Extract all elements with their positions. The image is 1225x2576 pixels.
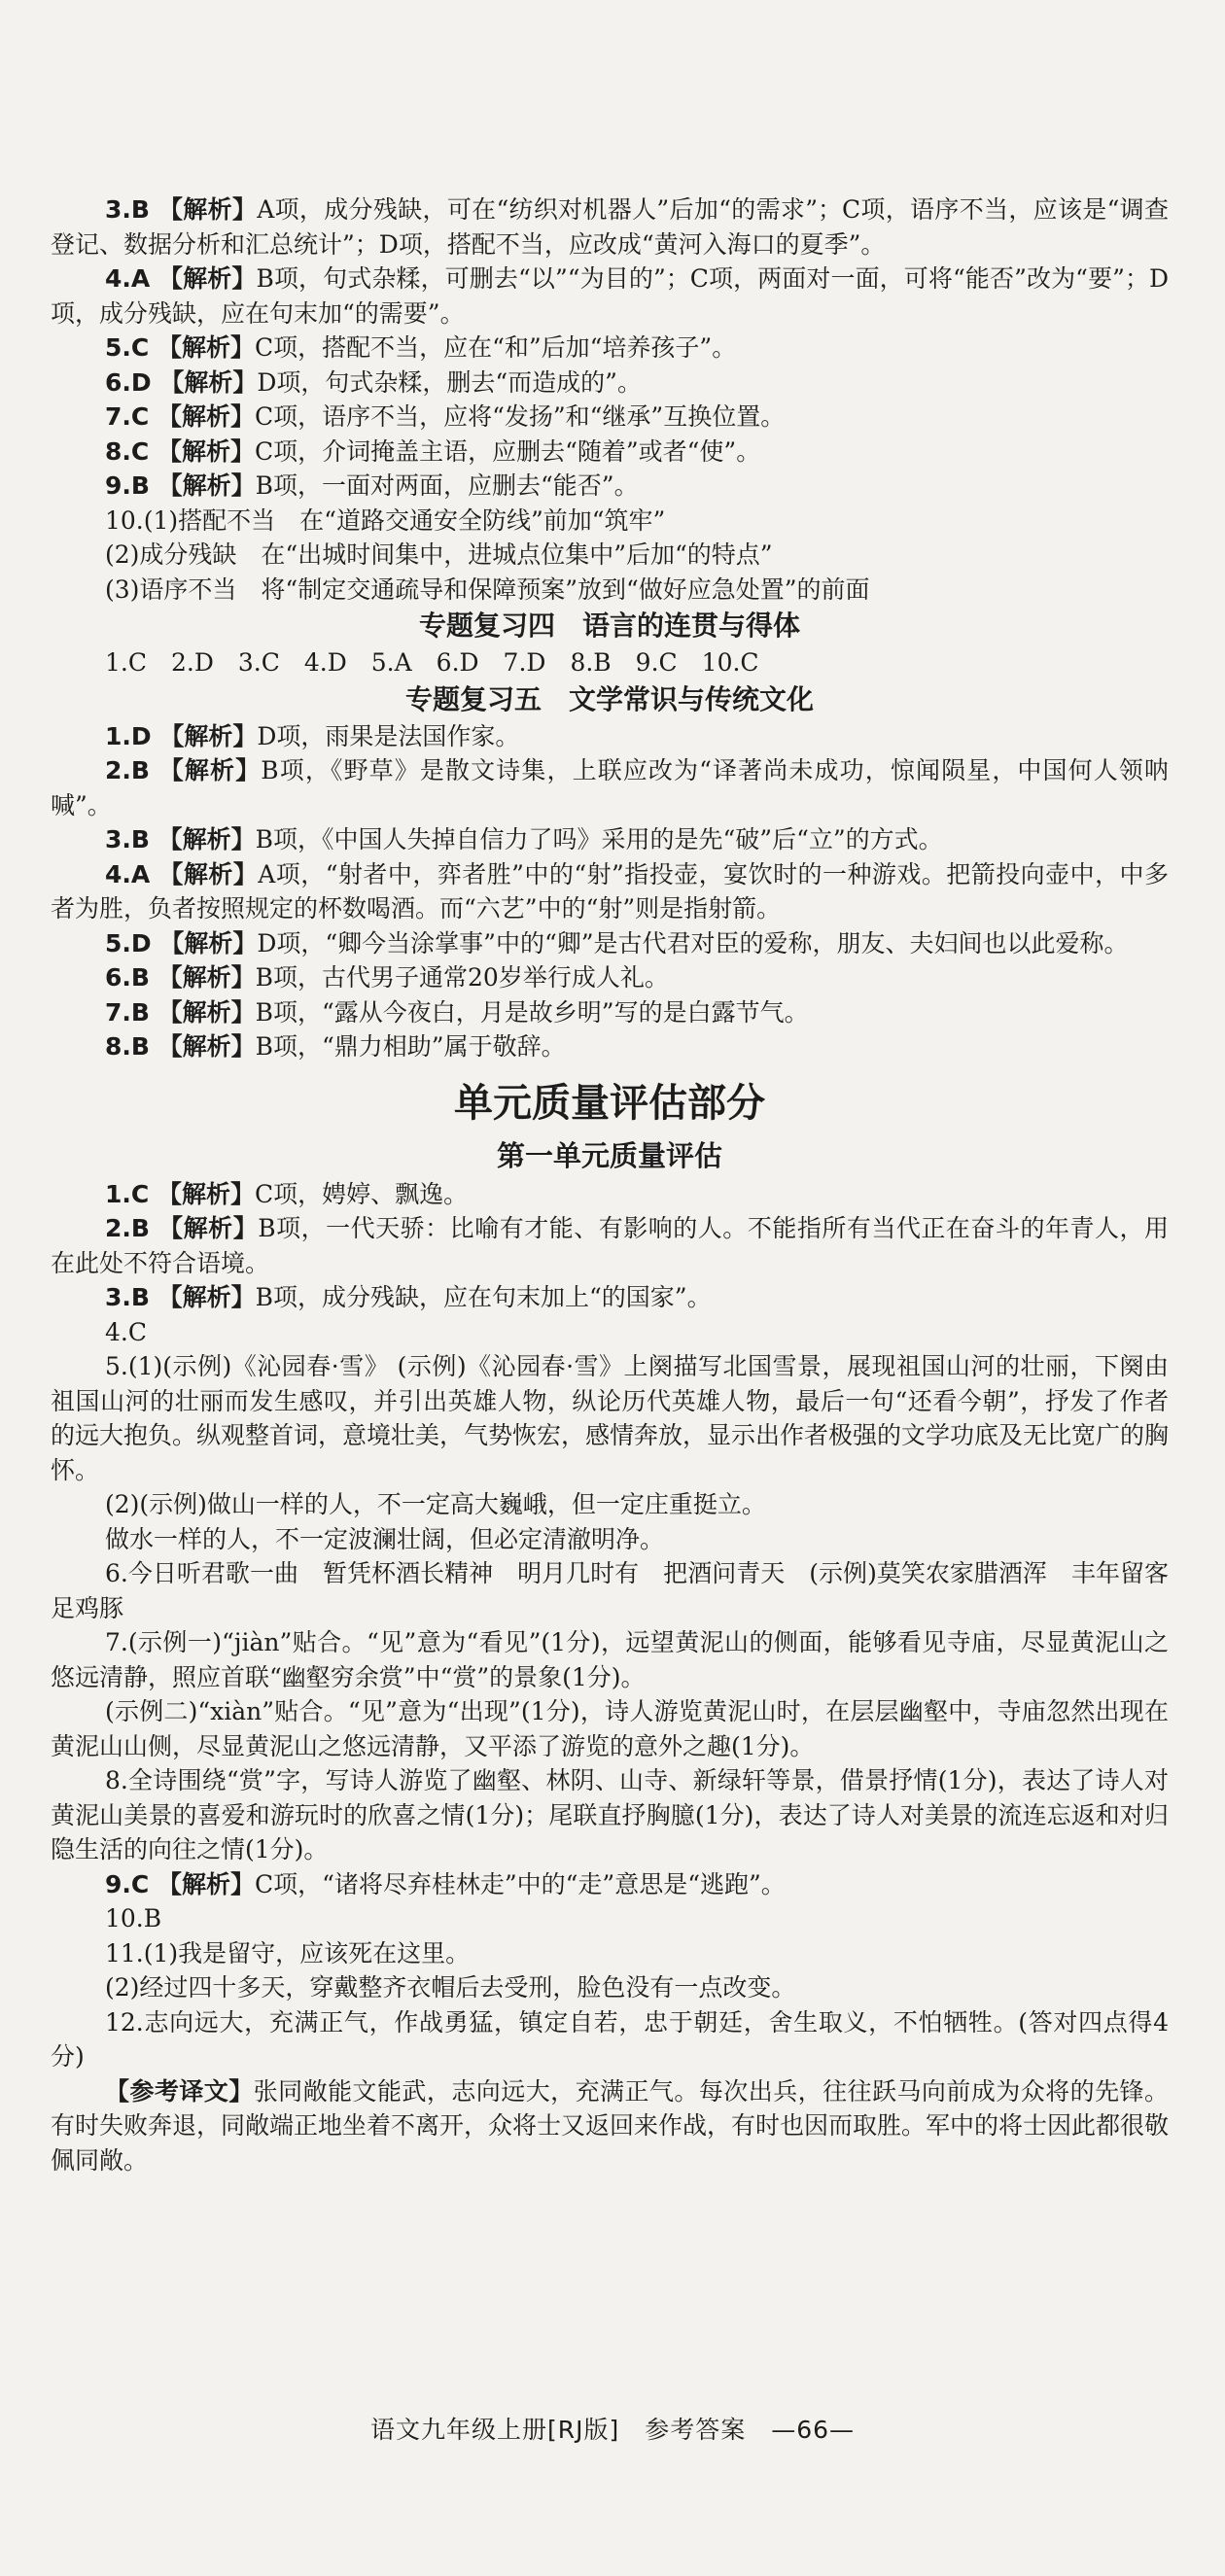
answer-text: A项，“射者中，弈者胜”中的“射”指投壶，宴饮时的一种游戏。把箭投向壶中，中多者为胜，负者按照规定的杯数喝酒。而“六艺”中的“射”则是指射箭。	[51, 859, 1169, 922]
answer-text: B项，《中国人失掉自信力了吗》采用的是先“破”后“立”的方式。	[255, 825, 943, 853]
answer-item	[51, 1280, 1169, 1315]
answer-text: 张同敞能文能武，志向远大，充满正气。每次出兵，往往跃马向前成为众将的先锋。有时失败奔退，同敞端正地坐着不离开，众将士又返回来作战，有时也因而取胜。军中的将士因此都很敬佩同敞。	[51, 2076, 1170, 2175]
answer-tag: 1.D 【解析】	[105, 721, 258, 750]
answer-text: 10.B	[105, 1904, 162, 1932]
answer-text: B项，句式杂糅，可删去“以”“为目的”；C项，两面对一面，可将“能否”改为“要”；D项，成分残缺，应在句末加“的需要”。	[51, 264, 1169, 328]
answer-text: 10.(1)搭配不当 在“道路交通安全防线”前加“筑牢”	[105, 505, 666, 535]
answer-tag: 1.C 【解析】	[105, 1179, 255, 1208]
answer-item	[51, 469, 1169, 504]
answer-text: 1.C 2.D 3.C 4.D 5.A 6.D 7.D 8.B 9.C 10.C	[105, 648, 759, 677]
answer-text: 5.(1)(示例)《沁园春·雪》 (示例)《沁园春·雪》上阕描写北国雪景，展现祖国山河的壮丽，下阕由祖国山河的壮丽而发生感叹，并引出英雄人物，纵论历代英雄人物，最后一句“还看今朝”，抒发了作者的远大抱负。纵观整首词，意境壮美，气势恢宏，感情奔放，显示出作者极强的文学功底及无比宽广的胸怀。	[51, 1352, 1170, 1484]
answer-item	[51, 1029, 1169, 1064]
answer-tag: 6.D 【解析】	[105, 367, 258, 397]
answer-item	[51, 1625, 1169, 1694]
answer-tag: 7.B 【解析】	[105, 997, 256, 1027]
answer-tag: 5.D 【解析】	[105, 928, 258, 957]
answer-tag: 2.B 【解析】	[105, 1214, 259, 1242]
answer-text: D项，句式杂糅，删去“而造成的”。	[257, 367, 642, 397]
answer-item	[51, 995, 1169, 1030]
answer-item	[51, 1936, 1169, 1971]
answer-text: (2)(示例)做山一样的人，不一定高大巍峨，但一定庄重挺立。	[105, 1490, 766, 1518]
page-footer: 语文九年级上册[RJ版] 参考答案 —66—	[369, 2416, 856, 2444]
answer-text: (2)经过四十多天，穿戴整齐衣帽后去受刑，脸色没有一点改变。	[105, 1973, 796, 2002]
answer-item	[51, 400, 1169, 435]
answer-item	[51, 1763, 1169, 1867]
answer-text: B项，“鼎力相助”属于敬辞。	[255, 1032, 566, 1061]
answer-tag: 3.B 【解析】	[105, 825, 256, 853]
answer-text: 12.志向远大，充满正气，作战勇猛，镇定自若，忠于朝廷，舍生取义，不怕牺牲。(答对四点得4分)	[51, 2007, 1169, 2071]
answer-text: (2)成分残缺 在“出城时间集中，进城点位集中”后加“的特点”	[105, 540, 773, 569]
section-heading: 第一单元质量评估	[496, 1138, 722, 1172]
answer-text: C项，“诸将尽弃桂林走”中的“走”意思是“逃跑”。	[254, 1869, 786, 1898]
answer-item	[51, 1556, 1169, 1625]
answer-item	[51, 538, 1169, 573]
answer-tag: 4.A 【解析】	[105, 264, 257, 293]
answer-tag: 2.B 【解析】	[105, 756, 262, 784]
answer-text: 做水一样的人，不一定波澜壮阔，但必定清澈明净。	[105, 1524, 665, 1553]
answer-text: (3)语序不当 将“制定交通疏导和保障预案”放到“做好应急处置”的前面	[105, 574, 870, 604]
answer-text: (示例二)“xiàn”贴合。“见”意为“出现”(1分)，诗人游览黄泥山时，在层层幽壑中，寺庙忽然出现在黄泥山山侧，尽显黄泥山之悠远清静，又平添了游览的意外之趣(1分)。	[51, 1697, 1169, 1760]
answer-item	[51, 2005, 1169, 2074]
answer-text: 7.(示例一)“jiàn”贴合。“见”意为“看见”(1分)，远望黄泥山的侧面，能够看见寺庙，尽显黄泥山之悠远清静，照应首联“幽壑穷余赏”中“赏”的景象(1分)。	[51, 1628, 1169, 1691]
answer-text: B项，成分残缺，应在句末加上“的国家”。	[255, 1283, 712, 1311]
answer-text: 8.全诗围绕“赏”字，写诗人游览了幽壑、林阴、山寺、新绿轩等景，借景抒情(1分)，表达了诗人对黄泥山美景的喜爱和游玩时的欣喜之情(1分)；尾联直抒胸臆(1分)，表达了诗人对美景的流连忘返和对归隐生活的向往之情(1分)。	[51, 1766, 1169, 1863]
answer-tag: 7.C 【解析】	[105, 402, 255, 431]
answer-item	[51, 719, 1169, 754]
section-heading: 专题复习五 文学常识与传统文化	[404, 682, 814, 715]
answer-tag: 8.C 【解析】	[105, 436, 255, 466]
answer-text: 4.C	[105, 1317, 147, 1346]
answer-item	[51, 1211, 1169, 1280]
part-title: 单元质量评估部分	[454, 1080, 765, 1126]
answer-item	[51, 1522, 1169, 1557]
answer-item	[51, 331, 1169, 366]
answer-item	[51, 192, 1169, 261]
answer-text: B项，一代天骄：比喻有才能、有影响的人。不能指所有当代正在奋斗的年青人，用在此处不符合语境。	[51, 1214, 1170, 1277]
answer-text: A项，成分残缺，可在“纺织对机器人”后加“的需求”；C项，语序不当，应该是“调查登记、数据分析和汇总统计”；D项，搭配不当，应改成“黄河入海口的夏季”。	[51, 195, 1169, 259]
answer-item	[51, 1349, 1169, 1487]
answer-text: D项，“卿今当涂掌事”中的“卿”是古代君对臣的爱称，朋友、夫妇间也以此爱称。	[257, 928, 1129, 957]
answer-item	[51, 1694, 1169, 1763]
answer-item	[51, 753, 1169, 822]
answer-tag: 3.B 【解析】	[105, 195, 258, 224]
answer-item	[51, 261, 1169, 331]
answer-text: B项，《野草》是散文诗集，上联应改为“译著尚未成功，惊闻陨星，中国何人领呐喊”。	[51, 756, 1170, 819]
answer-text: C项，介词掩盖主语，应删去“随着”或者“使”。	[254, 436, 761, 466]
answer-text: B项，“露从今夜白，月是故乡明”写的是白露节气。	[255, 997, 809, 1027]
answer-text: 6.今日听君歌一曲 暂凭杯酒长精神 明月几时有 把酒问青天 (示例)莫笑农家腊酒浑 丰年留客足鸡豚	[51, 1559, 1169, 1622]
answer-tag: 3.B 【解析】	[105, 1283, 256, 1311]
answer-tag: 8.B 【解析】	[105, 1032, 256, 1061]
answer-text: B项，一面对两面，应删去“能否”。	[255, 471, 639, 500]
answer-item	[51, 2074, 1169, 2178]
answer-item	[51, 960, 1169, 995]
answer-text: D项，雨果是法国作家。	[257, 721, 520, 750]
answer-item	[51, 645, 1169, 680]
answer-item	[51, 504, 1169, 539]
answer-text: B项，古代男子通常20岁举行成人礼。	[255, 963, 669, 992]
answer-text: 11.(1)我是留守，应该死在这里。	[105, 1938, 471, 1967]
answer-item	[51, 1177, 1169, 1212]
answer-item	[51, 926, 1169, 961]
answer-text: C项，语序不当，应将“发扬”和“继承”互换位置。	[254, 402, 786, 431]
answer-item	[51, 435, 1169, 470]
answer-item	[51, 1901, 1169, 1936]
answer-tag: 9.C 【解析】	[105, 1869, 255, 1898]
answer-item	[51, 1867, 1169, 1902]
answer-item	[51, 366, 1169, 400]
answer-item	[51, 1487, 1169, 1522]
answer-item	[51, 1970, 1169, 2005]
answer-item	[51, 1315, 1169, 1350]
answer-tag: 9.B 【解析】	[105, 471, 256, 500]
answer-content	[51, 192, 1169, 2177]
answer-tag: 6.B 【解析】	[105, 963, 256, 992]
answer-text: C项，搭配不当，应在“和”后加“培养孩子”。	[254, 333, 737, 362]
answer-tag: 【参考译文】	[105, 2076, 254, 2106]
section-heading: 专题复习四 语言的连贯与得体	[418, 609, 800, 642]
answer-tag: 4.A 【解析】	[105, 859, 259, 888]
answer-item	[51, 822, 1169, 857]
answer-tag: 5.C 【解析】	[105, 333, 255, 362]
answer-item	[51, 573, 1169, 608]
answer-item	[51, 857, 1169, 926]
answer-text: C项，娉婷、飘逸。	[254, 1179, 469, 1208]
